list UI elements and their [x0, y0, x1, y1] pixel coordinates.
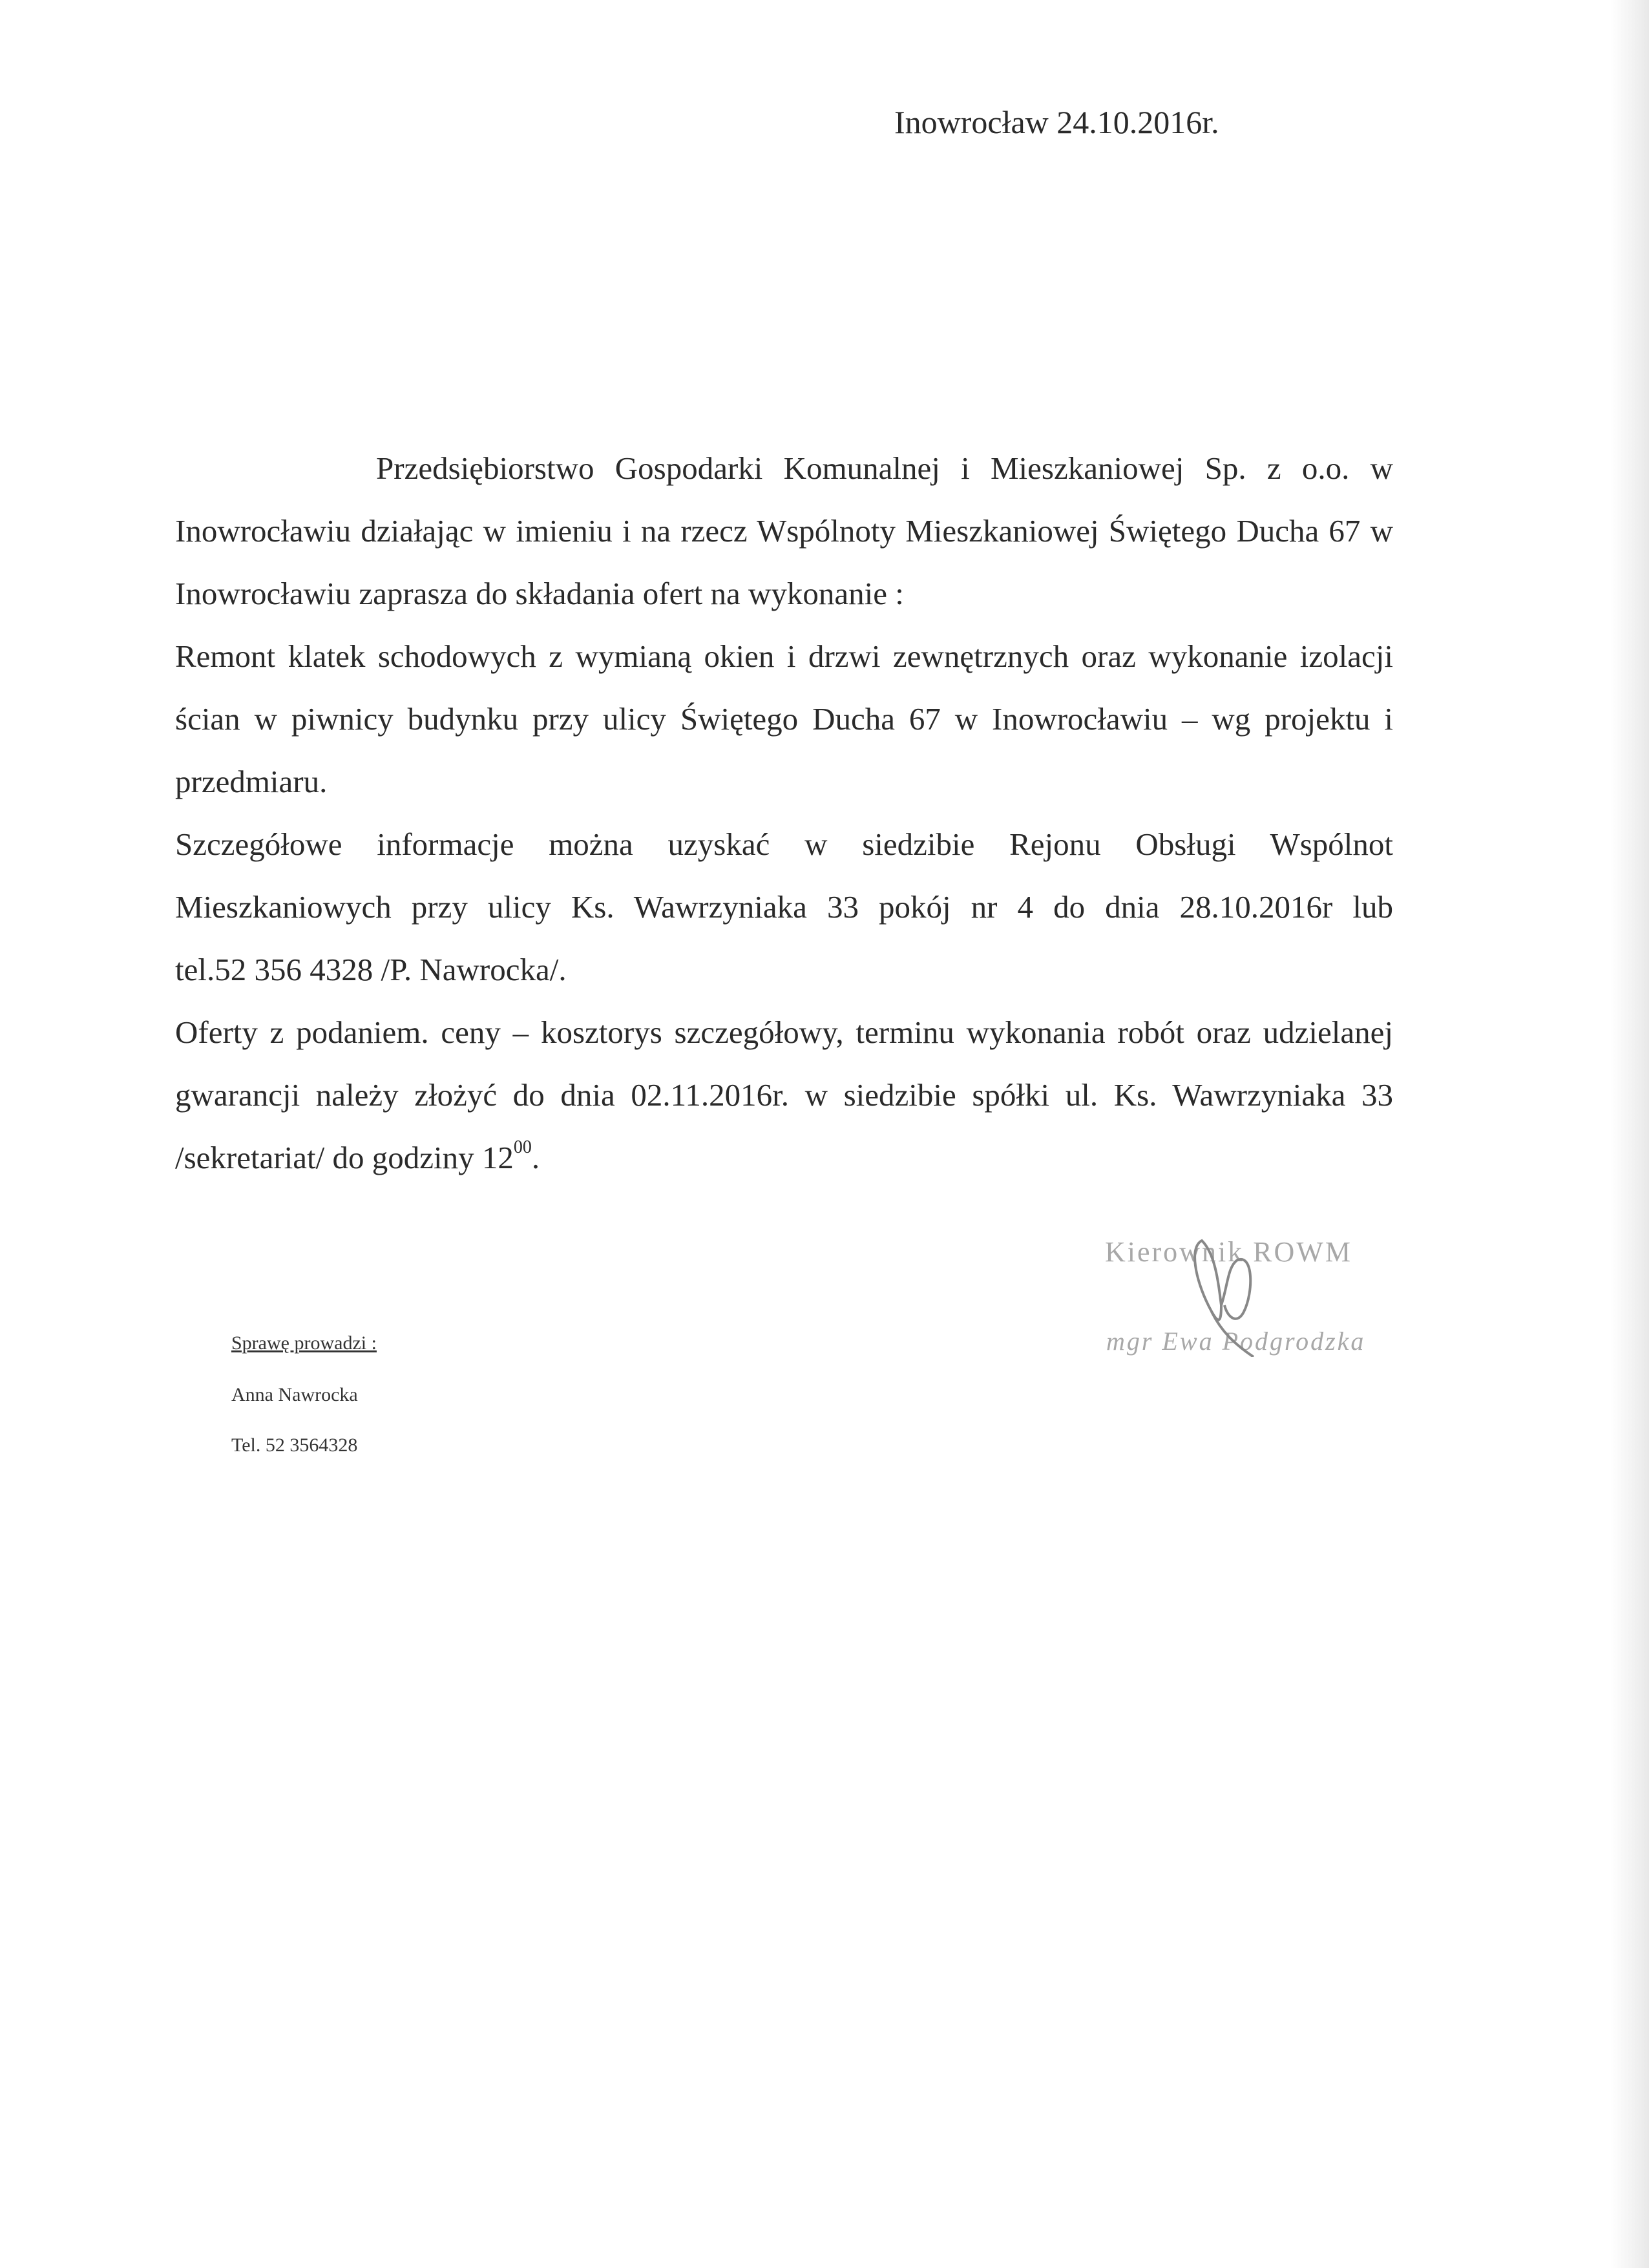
body-line-last	[175, 1126, 1393, 1189]
contact-label: Sprawę prowadzi :	[231, 1332, 377, 1354]
body-line: Inowrocławiu zaprasza do składania ofert na wykonanie :	[175, 576, 904, 611]
contact-name: Anna Nawrocka	[231, 1384, 358, 1405]
body-line: Przedsiębiorstwo Gospodarki Komunalnej i Mieszkaniowej Sp. z o.o. w	[376, 450, 1393, 486]
contact-phone: Tel. 52 3564328	[231, 1434, 358, 1456]
scan-edge-shadow	[1610, 0, 1649, 2268]
hour-superscript: 00	[513, 1137, 532, 1157]
body-line: tel.52 356 4328 /P. Nawrocka/.	[175, 952, 567, 987]
body-line: ścian w piwnicy budynku przy ulicy Świętego Ducha 67 w Inowrocławiu – wg projektu i	[175, 701, 1393, 737]
handwritten-signature	[1182, 1228, 1286, 1357]
body-line: Inowrocławiu działając w imieniu i na rzecz Wspólnoty Mieszkaniowej Świętego Ducha 67 w	[175, 513, 1393, 549]
body-line: Szczegółowe informacje można uzyskać w siedzibie Rejonu Obsługi Wspólnot	[175, 826, 1393, 862]
body-line: Mieszkaniowych przy ulicy Ks. Wawrzyniaka 33 pokój nr 4 do dnia 28.10.2016r lub	[175, 889, 1393, 925]
stamp-name: mgr Ewa Podgrodzka	[1106, 1327, 1366, 1356]
letter-body	[175, 437, 1393, 1189]
body-line: Oferty z podaniem. ceny – kosztorys szczegółowy, terminu wykonania robót oraz udzielanej	[175, 1014, 1393, 1050]
body-line: Remont klatek schodowych z wymianą okien i drzwi zewnętrznych oraz wykonanie izolacji	[175, 638, 1393, 674]
body-line: gwarancji należy złożyć do dnia 02.11.2016r. w siedzibie spółki ul. Ks. Wawrzyniaka 33	[175, 1077, 1393, 1113]
last-line-end: .	[531, 1140, 540, 1175]
stamp-title: Kierownik ROWM	[1105, 1236, 1352, 1268]
date-line: Inowrocław 24.10.2016r.	[894, 104, 1219, 140]
body-line: przedmiaru.	[175, 764, 328, 799]
last-line-text: /sekretariat/ do godziny 12	[175, 1140, 514, 1175]
